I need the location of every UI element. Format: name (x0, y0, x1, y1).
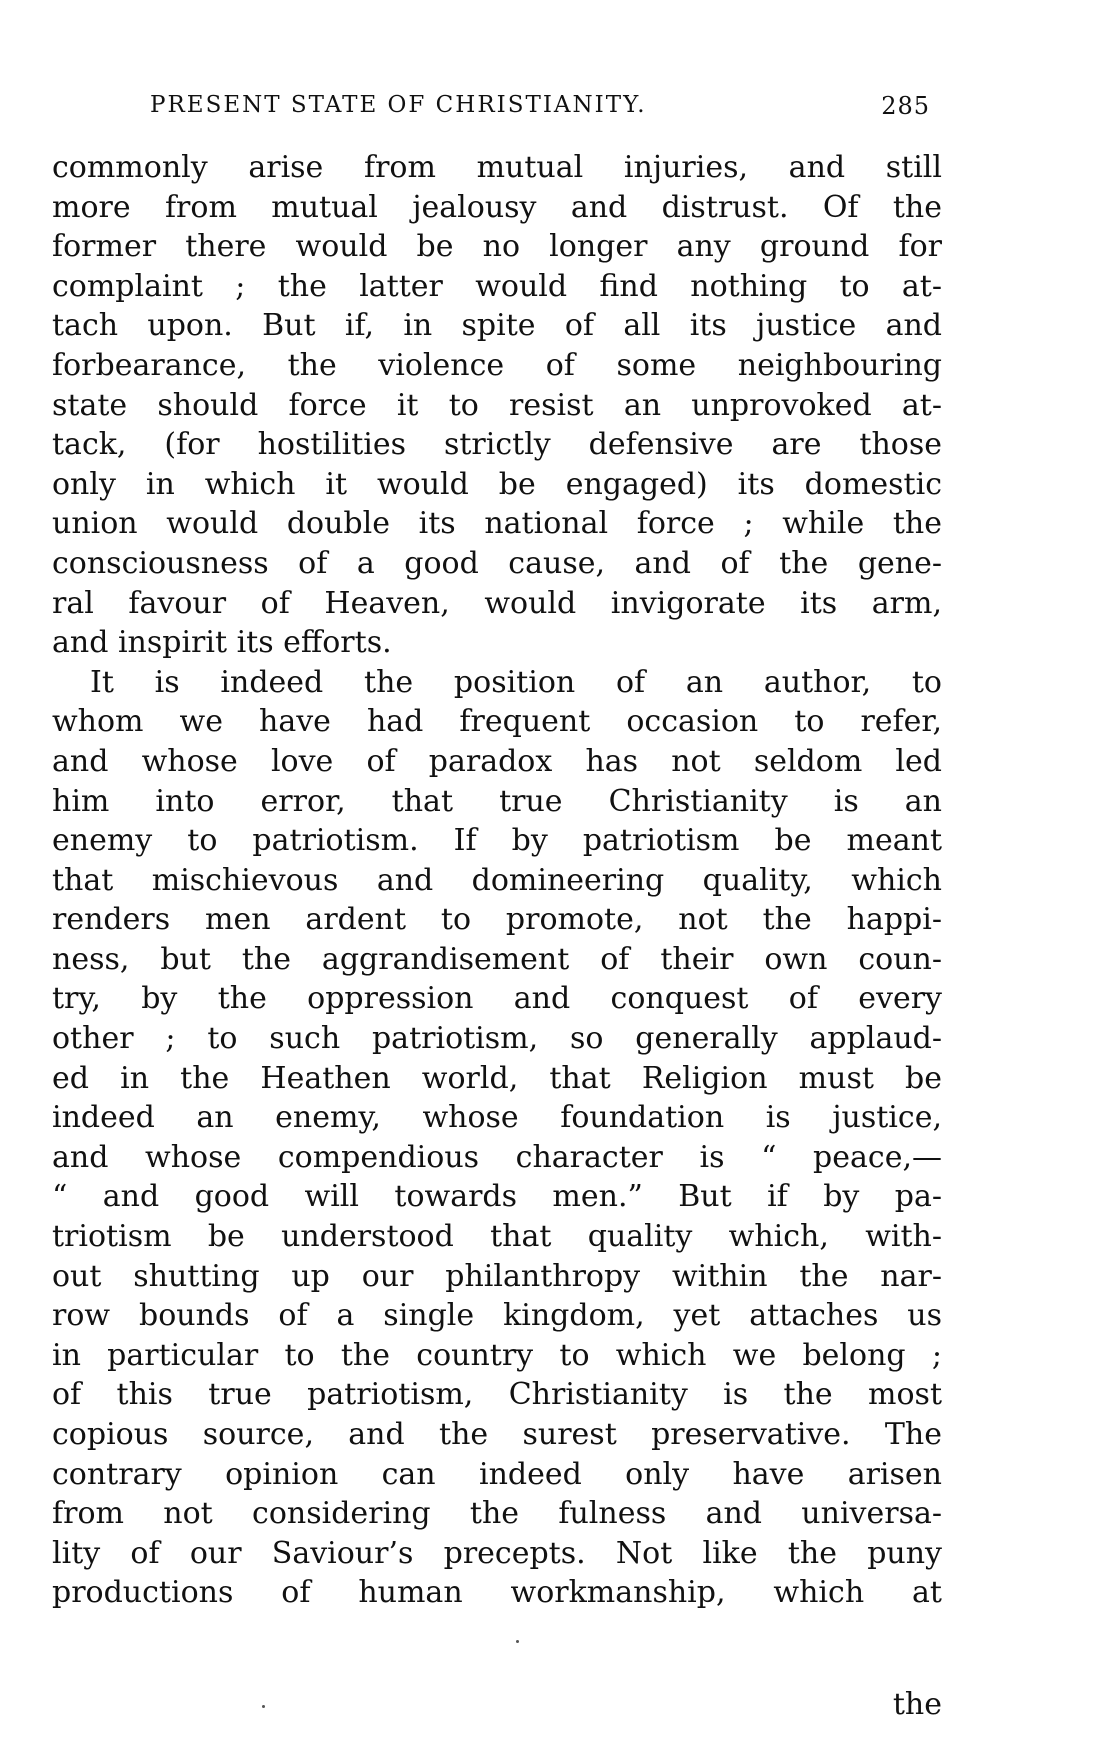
text-line: row bounds of a single kingdom, yet attaches us (52, 1298, 942, 1334)
text-line: of this true patriotism, Christianity is the most (52, 1377, 942, 1413)
text-line: forbearance, the violence of some neighbouring (52, 347, 942, 383)
text-line: try, by the oppression and conquest of every (52, 981, 942, 1017)
text-line: productions of human workmanship, which at (52, 1575, 942, 1611)
body-text (52, 148, 942, 1613)
text-line: tack, (for hostilities strictly defensive are those (52, 427, 942, 463)
text-line: indeed an enemy, whose foundation is justice, (52, 1100, 942, 1136)
text-line: consciousness of a good cause, and of the gene- (52, 545, 942, 581)
catchword: the (892, 1687, 942, 1722)
text-line: enemy to patriotism. If by patriotism be meant (52, 823, 942, 859)
text-line: triotism be understood that quality which, with- (52, 1219, 942, 1255)
text-line: ral favour of Heaven, would invigorate its arm, (52, 585, 942, 621)
text-line: tach upon. But if, in spite of all its justice and (52, 308, 942, 344)
text-line: and whose love of paradox has not seldom led (52, 743, 942, 779)
paragraph-end-line: and inspirit its efforts. (52, 625, 392, 661)
text-line: ness, but the aggrandisement of their own coun- (52, 941, 942, 977)
text-line: in particular to the country to which we belong ; (52, 1337, 942, 1373)
text-line: out shutting up our philanthropy within the nar- (52, 1258, 942, 1294)
text-line: copious source, and the surest preservative. The (52, 1417, 942, 1452)
running-title: PRESENT STATE OF CHRISTIANITY. (150, 92, 647, 118)
text-line: renders men ardent to promote, not the happi- (52, 902, 942, 938)
page-number: 285 (881, 92, 930, 120)
text-line: from not considering the fulness and universa- (52, 1496, 942, 1532)
text-line: him into error, that true Christianity is an (52, 783, 942, 819)
text-line: that mischievous and domineering quality, which (52, 862, 942, 898)
text-line: other ; to such patriotism, so generally applaud- (52, 1021, 942, 1057)
ink-speck (262, 1705, 265, 1708)
text-line: only in which it would be engaged) its domestic (52, 466, 942, 502)
text-line: state should force it to resist an unprovoked at- (52, 387, 942, 423)
text-line: commonly arise from mutual injuries, and still (52, 150, 942, 185)
text-line: more from mutual jealousy and distrust. Of the (52, 189, 942, 225)
text-line: contrary opinion can indeed only have arisen (52, 1456, 942, 1492)
paragraph-start-line: It is indeed the position of an author, to (90, 664, 942, 700)
text-line: “ and good will towards men.” But if by pa- (52, 1179, 942, 1215)
text-line: whom we have had frequent occasion to refer, (52, 704, 942, 740)
text-line: and whose compendious character is “ peace,— (52, 1139, 942, 1175)
running-head (150, 92, 930, 132)
text-line: lity of our Saviour’s precepts. Not like the puny (52, 1535, 942, 1571)
ink-speck (516, 1640, 519, 1643)
text-line: former there would be no longer any ground for (52, 229, 942, 265)
text-line: ed in the Heathen world, that Religion must be (52, 1060, 942, 1096)
text-line: complaint ; the latter would find nothing to at- (52, 268, 942, 304)
text-line: union would double its national force ; while the (52, 506, 942, 542)
